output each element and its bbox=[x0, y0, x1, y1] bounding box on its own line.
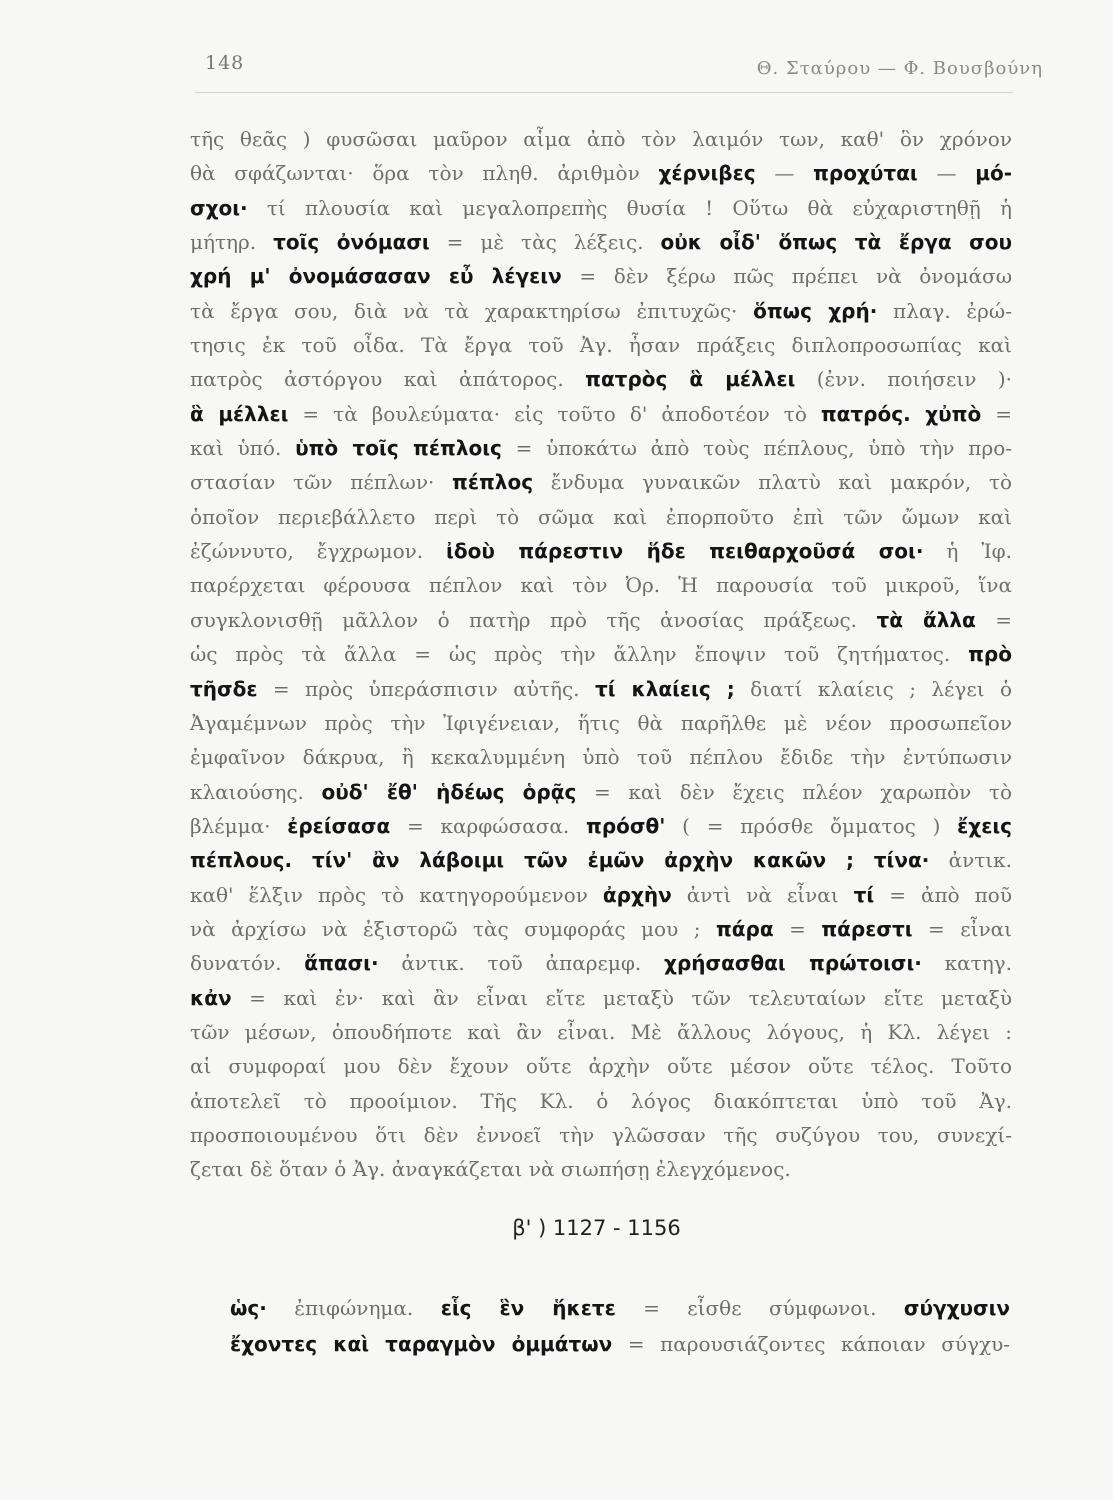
lemma-term: ἰδοὺ πάρεστιν ἥδε πειθαρχοῦσά σοι· bbox=[446, 539, 924, 564]
gloss-text: ἀντὶ νὰ εἶναι bbox=[671, 882, 854, 907]
gloss-text: ἐπιφώνημα. bbox=[266, 1296, 441, 1320]
commentary-line bbox=[190, 672, 1012, 706]
lemma-term: τί κλαίεις ; bbox=[594, 676, 735, 701]
page-number: 148 bbox=[205, 52, 245, 74]
running-title: Θ. Σταύρου — Φ. Βουσβούνη bbox=[756, 58, 1043, 79]
commentary-line bbox=[190, 568, 1012, 602]
gloss-text: νὰ ἀρχίσω νὰ ἐξιστορῶ τὰς συμφοράς μου ; bbox=[190, 916, 716, 941]
lemma-term: πέπλος bbox=[452, 470, 534, 495]
gloss-text: κατηγ. bbox=[921, 951, 1012, 976]
lemma-term: οὐδ' ἔθ' ἡδέως ὁρᾷς bbox=[321, 779, 577, 804]
gloss-text: ἡ Ἰφ. bbox=[923, 539, 1012, 564]
commentary-line bbox=[190, 534, 1012, 568]
lemma-term: ἐρείσασα bbox=[287, 813, 391, 838]
lemma-term: χρήσασθαι πρώτοισι· bbox=[664, 951, 922, 976]
gloss-text: = ἀπὸ ποῦ bbox=[874, 882, 1012, 907]
section-line bbox=[230, 1326, 1010, 1362]
gloss-text: ἐζώννυτο, ἔγχρωμον. bbox=[190, 539, 447, 564]
section-heading: β' ) 1127 - 1156 bbox=[512, 1216, 681, 1240]
lemma-term: πέπλους. τίν' ἂν λάβοιμι τῶν ἐμῶν ἀρχὴν κακῶν ; τίνα· bbox=[190, 848, 930, 873]
lemma-term: ὑπὸ τοῖς πέπλοις bbox=[295, 436, 502, 461]
gloss-text: πατρὸς ἀστόργου καὶ ἀπάτορος. bbox=[190, 367, 586, 392]
gloss-text: — bbox=[755, 161, 814, 186]
commentary-line bbox=[190, 740, 1012, 774]
commentary-line bbox=[190, 191, 1012, 225]
gloss-text: τὰ ἔργα σου, διὰ νὰ τὰ χαρακτηρίσω ἐπιτυχῶς· bbox=[190, 298, 754, 323]
commentary-line bbox=[190, 946, 1012, 980]
gloss-text: ἀντικ. bbox=[929, 848, 1012, 873]
commentary-line bbox=[190, 706, 1012, 740]
commentary-text bbox=[190, 122, 1012, 1187]
lemma-term: ὅπως χρή· bbox=[753, 298, 878, 323]
lemma-term: ἔχοντες καὶ ταραγμὸν ὀμμάτων bbox=[230, 1332, 613, 1356]
gloss-text: τί πλουσία καὶ μεγαλοπρεπὴς θυσία ! Οὕτω θὰ εὐχαριστηθῇ ἡ bbox=[247, 195, 1012, 220]
gloss-text: ἀντικ. τοῦ ἀπαρεμφ. bbox=[378, 951, 665, 976]
gloss-text: = τὰ βουλεύματα· εἰς τοῦτο δ' ἀποδοτέον τὸ bbox=[288, 401, 821, 426]
gloss-text: τῆς θεᾶς ) φυσῶσαι μαῦρον αἷμα ἀπὸ τὸν λαιμόν των, καθ' ὃν χρόνον bbox=[190, 127, 1012, 151]
lemma-term: πρόσθ' bbox=[586, 813, 666, 838]
gloss-text: = καρφώσασα. bbox=[390, 813, 587, 838]
gloss-text: = bbox=[975, 607, 1012, 632]
commentary-line bbox=[190, 225, 1012, 259]
commentary-line bbox=[190, 328, 1012, 362]
commentary-line bbox=[190, 156, 1012, 190]
commentary-line bbox=[190, 362, 1012, 396]
gloss-text: ζεται δὲ ὅταν ὁ Ἀγ. ἀναγκάζεται νὰ σιωπήσῃ ἐλεγχόμενος. bbox=[190, 1157, 791, 1182]
lemma-term: ἅπασι· bbox=[304, 951, 379, 976]
lemma-term: ὡς· bbox=[230, 1296, 267, 1320]
commentary-line bbox=[190, 843, 1012, 877]
commentary-line bbox=[190, 603, 1012, 637]
gloss-text: θὰ σφάζωνται· ὅρα τὸν πληθ. ἀριθμὸν bbox=[190, 161, 659, 186]
lemma-term: τοῖς ὀνόμασι bbox=[273, 230, 430, 255]
gloss-text: κλαιούσης. bbox=[190, 779, 322, 804]
lemma-term: πάρεστι bbox=[821, 916, 913, 941]
gloss-text: = καὶ ἐν· καὶ ἂν εἶναι εἴτε μεταξὺ τῶν τελευταίων εἴτε μεταξὺ bbox=[231, 985, 1012, 1010]
gloss-text: = bbox=[981, 401, 1012, 426]
gloss-text: μήτηρ. bbox=[190, 230, 274, 255]
commentary-line bbox=[190, 122, 1012, 156]
lemma-term: τὰ ἄλλα bbox=[876, 607, 976, 632]
commentary-line bbox=[190, 981, 1012, 1015]
lemma-term: πατρὸς ἃ μέλλει bbox=[585, 367, 796, 392]
gloss-text: πλαγ. ἐρώ- bbox=[877, 298, 1012, 323]
gloss-text: βλέμμα· bbox=[190, 813, 288, 838]
gloss-text: παρέρχεται φέρουσα πέπλον καὶ τὸν Ὀρ. Ἡ παρουσία τοῦ μικροῦ, ἵνα bbox=[190, 573, 1012, 598]
section-text bbox=[230, 1290, 1010, 1362]
commentary-line bbox=[190, 1118, 1012, 1152]
commentary-line bbox=[190, 809, 1012, 843]
commentary-line bbox=[190, 1084, 1012, 1118]
gloss-text: ὁποῖον περιεβάλλετο περὶ τὸ σῶμα καὶ ἐπορποῦτο ἐπὶ τῶν ὤμων καὶ bbox=[190, 504, 1012, 529]
commentary-line bbox=[190, 912, 1012, 946]
gloss-text: = παρουσιάζοντες κάποιαν σύγχυ- bbox=[612, 1332, 1010, 1356]
gloss-text: καθ' ἕλξιν πρὸς τὸ κατηγορούμενον bbox=[190, 882, 603, 907]
gloss-text: τῶν μέσων, ὁπουδήποτε καὶ ἂν εἶναι. Μὲ ἄλλους λόγους, ἡ Κλ. λέγει : bbox=[190, 1019, 1012, 1044]
gloss-text: = εἶσθε σύμφωνοι. bbox=[615, 1296, 904, 1320]
gloss-text: — bbox=[917, 161, 976, 186]
commentary-line bbox=[190, 1152, 1012, 1186]
gloss-text: ἔνδυμα γυναικῶν πλατὺ καὶ μακρόν, τὸ bbox=[533, 470, 1012, 495]
gloss-text: στασίαν τῶν πέπλων· bbox=[190, 470, 453, 495]
header-rule bbox=[195, 92, 1013, 93]
lemma-term: προχύται bbox=[813, 161, 918, 186]
lemma-term: ἔχεις bbox=[957, 813, 1012, 838]
gloss-text: = bbox=[773, 916, 822, 941]
gloss-text: = πρὸς ὑπεράσπισιν αὐτῆς. bbox=[257, 676, 595, 701]
gloss-text: τησις ἐκ τοῦ οἶδα. Τὰ ἔργα τοῦ Ἀγ. ἦσαν πράξεις διπλοπροσωπίας καὶ bbox=[190, 333, 1012, 358]
lemma-term: ἀρχὴν bbox=[602, 882, 672, 907]
commentary-line bbox=[190, 397, 1012, 431]
gloss-text: ὡς πρὸς τὰ ἄλλα = ὡς πρὸς τὴν ἄλλην ἔποψιν τοῦ ζητήματος. bbox=[190, 642, 969, 667]
lemma-term: σύγχυσιν bbox=[903, 1296, 1010, 1320]
gloss-text: Ἀγαμέμνων πρὸς τὴν Ἰφιγένειαν, ἥτις θὰ παρῆλθε μὲ νέον προσωπεῖον bbox=[190, 710, 1012, 735]
section-line bbox=[230, 1290, 1010, 1326]
gloss-text: προσποιουμένου ὅτι δὲν ἐννοεῖ τὴν γλῶσσαν τῆς συζύγου του, συνεχί- bbox=[190, 1122, 1012, 1147]
lemma-term: τῆσδε bbox=[190, 676, 258, 701]
lemma-term: κἀν bbox=[190, 985, 232, 1010]
lemma-term: χέρνιβες bbox=[658, 161, 756, 186]
commentary-line bbox=[190, 775, 1012, 809]
lemma-term: οὐκ οἶδ' ὅπως τὰ ἔργα σου bbox=[660, 230, 1013, 255]
gloss-text: = καὶ δὲν ἔχεις πλέον χαρωπὸν τὸ bbox=[576, 779, 1012, 804]
lemma-term: εἷς ἓν ἥκετε bbox=[440, 1296, 616, 1320]
lemma-term: χρή μ' ὀνομάσασαν εὖ λέγειν bbox=[190, 264, 562, 289]
gloss-text: αἱ συμφοραί μου δὲν ἔχουν οὔτε ἀρχὴν οὔτε μέσον οὔτε τέλος. Τοῦτο bbox=[190, 1054, 1012, 1079]
gloss-text: = ὑποκάτω ἀπὸ τοὺς πέπλους, ὑπὸ τὴν προ- bbox=[501, 436, 1013, 461]
commentary-line bbox=[190, 431, 1012, 465]
gloss-text: ἀποτελεῖ τὸ προοίμιον. Τῆς Κλ. ὁ λόγος διακόπτεται ὑπὸ τοῦ Ἀγ. bbox=[190, 1088, 1012, 1113]
lemma-term: τί bbox=[853, 882, 875, 907]
gloss-text: (ἐνν. ποιήσειν )· bbox=[795, 367, 1012, 392]
gloss-text: = μὲ τὰς λέξεις. bbox=[429, 230, 661, 255]
gloss-text: = εἶναι bbox=[912, 916, 1012, 941]
commentary-line bbox=[190, 294, 1012, 328]
gloss-text: καὶ ὑπό. bbox=[190, 436, 296, 461]
lemma-term: πρὸ bbox=[968, 642, 1012, 667]
gloss-text: διατί κλαίεις ; λέγει ὁ bbox=[734, 676, 1012, 701]
lemma-term: πατρός. χὐπὸ bbox=[820, 401, 982, 426]
gloss-text: δυνατόν. bbox=[190, 951, 305, 976]
commentary-line bbox=[190, 465, 1012, 499]
commentary-line bbox=[190, 1015, 1012, 1049]
gloss-text: συγκλονισθῇ μᾶλλον ὁ πατὴρ πρὸ τῆς ἀνοσίας πράξεως. bbox=[190, 607, 877, 632]
gloss-text: ἐμφαῖνον δάκρυα, ἢ κεκαλυμμένη ὑπὸ τοῦ πέπλου ἔδιδε τὴν ἐντύπωσιν bbox=[190, 745, 1012, 770]
commentary-line bbox=[190, 878, 1012, 912]
commentary-line bbox=[190, 259, 1012, 293]
commentary-line bbox=[190, 1049, 1012, 1083]
gloss-text: = δὲν ξέρω πῶς πρέπει νὰ ὀνομάσω bbox=[561, 264, 1012, 289]
lemma-term: πάρα bbox=[715, 916, 774, 941]
commentary-line bbox=[190, 500, 1012, 534]
commentary-line bbox=[190, 637, 1012, 671]
lemma-term: ἃ μέλλει bbox=[190, 401, 289, 426]
gloss-text: ( = πρόσθε ὄμματος ) bbox=[665, 813, 958, 838]
lemma-term: μό- bbox=[975, 161, 1012, 186]
lemma-term: σχοι· bbox=[190, 195, 248, 220]
